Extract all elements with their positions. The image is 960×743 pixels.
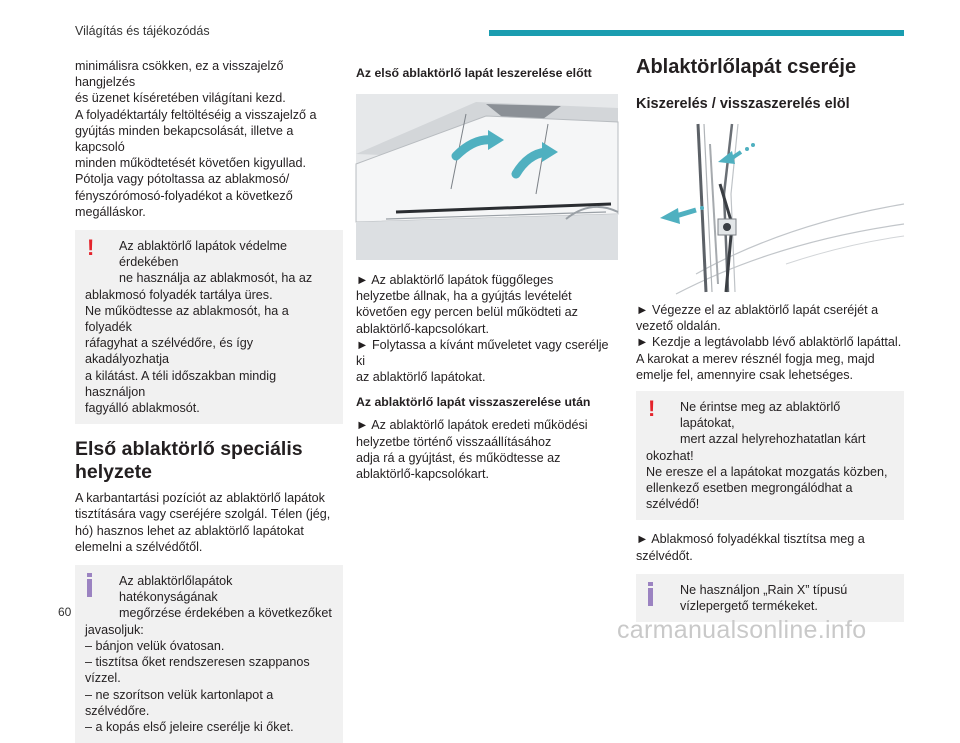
windscreen-illustration	[356, 94, 618, 260]
info-icon	[87, 573, 96, 597]
header-accent-bar	[489, 30, 904, 36]
heading-before-removal: Az első ablaktörlő lapát leszerelése előtt	[356, 66, 592, 80]
steps-before-removal: ► Az ablaktörlő lapátok függőleges helyzetbe állnak, ha a gyújtás levételét követően egy percen belül működteti az ablaktörlő-kapcsolókart. ► Folytassa a kívánt műveletet vagy cserélje ki az ablaktörlő lapátokat.	[356, 273, 609, 385]
warning-icon: !	[87, 235, 95, 261]
special-position-paragraph: A karbantartási pozíciót az ablaktörlő lapátok tisztítására vagy cseréjére szolgál. Télen (jég, hó) hasznos lehet az ablaktörlő lapátokat elemelni a szélvédőtől.	[75, 491, 331, 554]
subtitle-front-removal: Kiszerelés / visszaszerelés elöl	[636, 96, 850, 112]
watermark-text: carmanualsonline.info	[617, 616, 867, 644]
column-3	[636, 56, 904, 622]
info-icon	[648, 582, 657, 606]
section-title-blade-replacement: Ablaktörlőlapát cseréje	[636, 56, 857, 78]
warning-box-blade: ! Ne érintse meg az ablaktörlő lapátokat, mert azzal helyrehozhatatlan kárt okozhat! Ne eresze el a lapátokat mozgatás közben, ellenkező esetben megrongálódhat a szélvédő!	[636, 391, 904, 520]
wiper-blade-lift-figure	[636, 124, 904, 294]
windscreen-wiper-raise-figure	[356, 94, 618, 260]
intro-paragraph: minimálisra csökken, ez a visszajelző hangjelzés és üzenet kíséretében világítani kezd. A folyadéktartály feltöltéséig a visszajelző a gyújtás minden bekapcsolását, illetve a kapcsoló minden működtetését követően kigyullad. Pótolja vagy pótoltassa az ablakmosó/ fényszórómosó-folyadékot a következő megálláskor.	[75, 59, 317, 219]
info-box-rainx: Ne használjon „Rain X” típusú vízlepergető termékeket.	[636, 574, 904, 622]
page-number: 60	[58, 605, 72, 619]
section-title-special-position: Első ablaktörlő speciális helyzete	[75, 438, 303, 484]
warning-icon: !	[648, 396, 656, 422]
column-2	[356, 58, 618, 482]
clean-windscreen-step: ► Ablakmosó folyadékkal tisztítsa meg a szélvédőt.	[636, 532, 865, 563]
info-box-wiper-care: Az ablaktörlőlapátok hatékonyságának megőrzése érdekében a következőket javasoljuk: – bánjon velük óvatosan. – tisztítsa őket rendszeresen szappanos vízzel. – ne szorítson velük kartonlapot a szélvédőre. – a kopás első jeleire cserélje ki őket.	[75, 565, 343, 743]
page-header-title: Világítás és tájékozódás	[75, 24, 210, 38]
warning-box-washer: ! Az ablaktörlő lapátok védelme érdekében ne használja az ablakmosót, ha az ablakmosó folyadék tartálya üres. Ne működtesse az ablakmosót, ha a folyadék ráfagyhat a szélvédőre, és így akadályozhatja a kilátást. A téli időszakban mindig használjon fagyálló ablakmosót.	[75, 230, 343, 424]
steps-after-refit: ► Az ablaktörlő lapátok eredeti működési helyzetbe történő visszaállításához adja rá a gyújtást, és működtesse az ablaktörlő-kapcsolókart.	[356, 418, 588, 482]
column-1	[75, 58, 343, 743]
heading-after-refit: Az ablaktörlő lapát visszaszerelése után	[356, 395, 591, 410]
wiper-blade-illustration	[636, 124, 904, 294]
replacement-steps: ► Végezze el az ablaktörlő lapát cseréjét a vezető oldalán. ► Kezdje a legtávolabb lévő ablaktörlő lapáttal. A karokat a merev résznél fogja meg, majd emelje fel, amennyire csak lehetséges.	[636, 303, 902, 382]
